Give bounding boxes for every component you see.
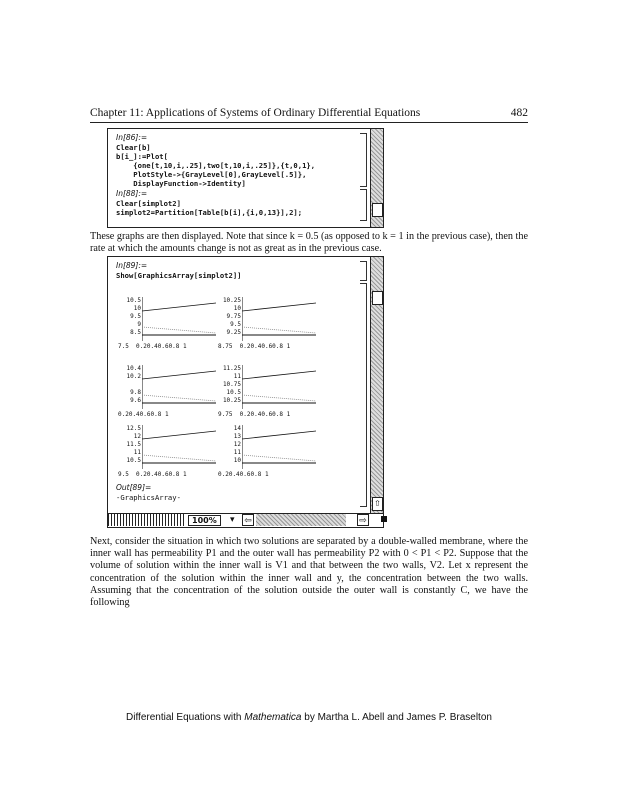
footer-pre: Differential Equations with (126, 712, 245, 723)
y-tick-label: 10.5 (226, 389, 241, 396)
y-tick-label: 11 (233, 449, 241, 456)
y-tick-label: 12 (133, 433, 141, 440)
zoom-dropdown-icon[interactable]: ▾ (230, 514, 235, 524)
scroll-right-arrow-icon[interactable]: ⇨ (357, 514, 369, 526)
series-two-curve (142, 395, 216, 401)
y-tick-label: 9.8 (130, 389, 141, 396)
plot-curves (142, 365, 217, 410)
y-tick-label: 9 (137, 321, 141, 328)
page-number: 482 (510, 107, 528, 119)
y-tick-label: 9.75 (226, 313, 241, 320)
plot-curves (242, 297, 317, 342)
notebook-cell-1[interactable] (107, 128, 384, 228)
plot-curves (142, 425, 217, 470)
series-one-curve (142, 371, 216, 379)
y-tick-label: 10 (233, 457, 241, 464)
y-tick-label: 9.5 (130, 313, 141, 320)
x-axis-label: 0.20.40.60.8 1 (218, 471, 269, 478)
x-axis-label: 7.5 0.20.40.60.8 1 (118, 343, 187, 350)
input-label-89: In[89]:= (116, 261, 148, 270)
mini-plot (118, 297, 213, 355)
scroll-thumb[interactable] (372, 291, 383, 305)
input-label-86: In[86]:= (116, 133, 148, 142)
series-two-curve (242, 327, 316, 333)
plot-curves (242, 365, 317, 410)
y-tick-label: 10 (233, 305, 241, 312)
y-tick-label: 12 (233, 441, 241, 448)
y-tick-label: 14 (233, 425, 241, 432)
output-label-89: Out[89]= (116, 483, 152, 492)
page-header (90, 107, 528, 119)
y-tick-label: 11.5 (126, 441, 141, 448)
code-86[interactable]: Clear[b] b[i_]:=Plot[ {one[t,10,i,.25],two[t,10,i,.25]},{t,0,1}, PlotStyle->{GrayLevel[0],GrayLevel[.5]}, DisplayFunction->Identity] (116, 143, 316, 188)
series-one-curve (242, 303, 316, 311)
y-tick-label: 13 (233, 433, 241, 440)
series-two-curve (242, 395, 316, 401)
x-axis-label: 9.75 0.20.40.60.8 1 (218, 411, 291, 418)
cell-bracket[interactable] (360, 283, 367, 507)
y-tick-label: 11 (133, 449, 141, 456)
paragraph-2: Next, consider the situation in which two solutions are separated by a double-walled membrane, where the inner wall has permeability P1 and the outer wall has permeability P2 with 0 < P1 < P2. Suppose that the volume of solution within the inner wall is V1 and that between the two walls, V2. Let x represent the concentration of the solution within the inner wall and y, the concentration between the two walls. Assuming that the concentration of the solution outside the outer wall is constantly C, we have the following (90, 536, 528, 609)
code-88[interactable]: Clear[simplot2] simplot2=Partition[Table[b[i],{i,0,13}],2]; (116, 199, 303, 217)
paragraph-1: These graphs are then displayed. Note that since k = 0.5 (as opposed to k = 1 in the previous case), then the rate at which the amounts change is not as great as in the previous case. (90, 231, 528, 255)
x-axis-label: 8.75 0.20.40.60.8 1 (218, 343, 291, 350)
cell-bracket[interactable] (360, 189, 367, 221)
y-tick-label: 11.25 (222, 365, 241, 372)
y-tick-label: 12.5 (126, 425, 141, 432)
scroll-thumb[interactable] (372, 203, 383, 217)
series-one-curve (242, 431, 316, 439)
y-tick-label: 9.5 (230, 321, 241, 328)
series-two-curve (142, 327, 216, 333)
scroll-up-arrow-icon[interactable]: ⇧ (372, 497, 383, 511)
series-one-curve (142, 431, 216, 439)
x-axis-label: 9.5 0.20.40.60.8 1 (118, 471, 187, 478)
window-status-bar (108, 513, 383, 527)
series-two-curve (142, 455, 216, 461)
zoom-popup[interactable]: 100% (188, 515, 221, 526)
input-label-88: In[88]:= (116, 189, 148, 198)
y-tick-label: 10.25 (222, 397, 241, 404)
plot-curves (242, 425, 317, 470)
y-tick-label: 9.25 (226, 329, 241, 336)
vertical-scrollbar[interactable] (370, 257, 383, 514)
y-tick-label: 9.6 (130, 397, 141, 404)
footer-software: Mathematica (244, 712, 302, 723)
cell-bracket[interactable] (360, 261, 367, 281)
y-tick-label: 10.5 (126, 457, 141, 464)
y-tick-label: 10.25 (222, 297, 241, 304)
y-tick-label: 8.5 (130, 329, 141, 336)
horizontal-scrollbar[interactable] (256, 514, 346, 526)
chapter-title: Chapter 11: Applications of Systems of Ordinary Differential Equations (90, 107, 421, 119)
y-tick-label: 10.2 (126, 373, 141, 380)
vertical-scrollbar[interactable] (370, 129, 383, 227)
x-axis-label: 0.20.40.60.8 1 (118, 411, 169, 418)
y-tick-label: 10.4 (126, 365, 141, 372)
mini-plot (218, 365, 313, 423)
cell-bracket[interactable] (360, 133, 367, 187)
y-tick-label: 10.75 (222, 381, 241, 388)
notebook-cell-2[interactable] (107, 256, 384, 528)
y-tick-label: 10 (133, 305, 141, 312)
series-one-curve (242, 371, 316, 379)
ruler-graphic (108, 514, 184, 526)
footer-post: by Martha L. Abell and James P. Braselton (301, 712, 492, 723)
end-of-example-marker (381, 516, 387, 522)
y-tick-label: 10.5 (126, 297, 141, 304)
mini-plot (218, 297, 313, 355)
header-rule (90, 122, 528, 123)
mini-plot (118, 365, 213, 423)
code-89[interactable]: Show[GraphicsArray[simplot2]] (116, 271, 242, 280)
series-two-curve (242, 455, 316, 461)
output-result: -GraphicsArray- (116, 493, 181, 502)
series-one-curve (142, 303, 216, 311)
plot-curves (142, 297, 217, 342)
page-footer (0, 712, 618, 723)
mini-plot (218, 425, 313, 483)
y-tick-label: 11 (233, 373, 241, 380)
mini-plot (118, 425, 213, 483)
scroll-left-arrow-icon[interactable]: ⇦ (242, 514, 254, 526)
